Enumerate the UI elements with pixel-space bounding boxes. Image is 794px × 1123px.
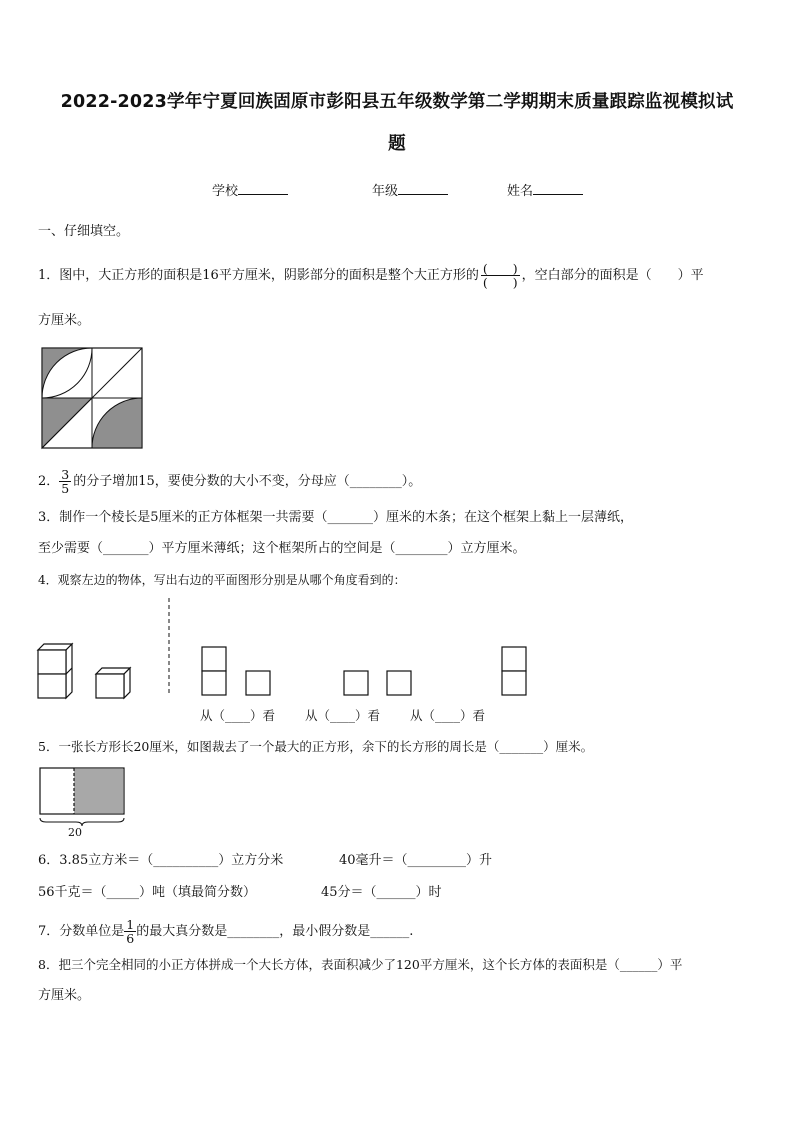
square-figure	[42, 348, 142, 448]
name-field[interactable]	[507, 180, 583, 199]
question-5: 5．一张长方形长20厘米，如图裁去了一个最大的正方形，余下的长方形的周长是（_______）厘米。	[38, 739, 594, 754]
question-6c: 56千克＝（_____）吨（填最简分数）	[38, 885, 257, 900]
rectangle-figure	[40, 768, 130, 838]
views-figure	[36, 598, 536, 698]
page-title-line1: 2022-2023学年宁夏回族固原市彭阳县五年级数学第二学期期末质量跟踪监视模拟试	[60, 92, 734, 112]
school-label: 学校	[212, 184, 239, 199]
name-label: 姓名	[507, 184, 534, 199]
q1-text-part1: 1．图中，大正方形的面积是16平方厘米，阴影部分的面积是整个大正方形的	[38, 268, 479, 283]
question-6b: 40毫升＝（_________）升	[339, 853, 493, 868]
grade-field[interactable]	[372, 180, 448, 199]
view-answer-2[interactable]: 从（____）看	[305, 708, 381, 723]
school-field[interactable]	[212, 180, 288, 199]
q1-text-part2: ，空白部分的面积是（ ）平	[521, 268, 704, 283]
view-answer-1[interactable]: 从（____）看	[200, 708, 276, 723]
q1-fraction-blank[interactable]: $\frac{( )}{( )}$	[482, 261, 518, 290]
question-3-line1: 3．制作一个棱长是5厘米的正方体框架一共需要（_______）厘米的木条；在这个框架上黏上一层薄纸，	[38, 510, 634, 525]
grade-label: 年级	[372, 184, 399, 199]
q7-fraction: $\frac{1}{6}$	[126, 917, 135, 946]
question-2: 2． $\frac{3}{5}$ 的分子增加15，要使分数的大小不变，分母应（________）。	[38, 467, 422, 496]
view-answer-3[interactable]: 从（____）看	[410, 708, 486, 723]
q1-text-part3: 方厘米。	[38, 313, 91, 328]
question-6d: 45分＝（______）时	[321, 885, 442, 900]
question-8-line1: 8．把三个完全相同的小正方体拼成一个大长方体，表面积减少了120平方厘米，这个长方体的表面积是（______）平	[38, 957, 683, 972]
question-4: 4．观察左边的物体，写出右边的平面图形分别是从哪个角度看到的：	[38, 573, 406, 587]
q2-fraction: $\frac{3}{5}$	[61, 467, 70, 496]
question-6a: 6．3.85立方米＝（__________）立方分米	[38, 853, 284, 868]
question-1	[38, 262, 704, 289]
page-title-line2: 题	[388, 134, 406, 154]
section-heading: 一、仔细填空。	[38, 224, 130, 239]
question-7: 7．分数单位是 $\frac{1}{6}$ 的最大真分数是________，最小假分数是______.	[38, 917, 414, 946]
question-8-line2: 方厘米。	[38, 988, 91, 1003]
question-3-line2: 至少需要（_______）平方厘米薄纸；这个框架所占的空间是（________）立方厘米。	[38, 541, 526, 556]
rectangle-length-label: 20	[68, 826, 82, 839]
